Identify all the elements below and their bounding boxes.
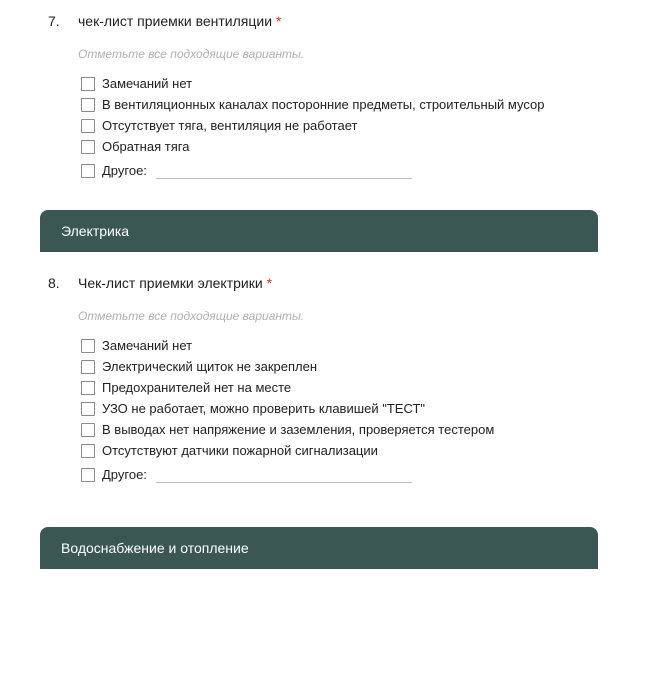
- question-hint: Отметьте все подходящие варианты.: [78, 47, 305, 61]
- checkbox-option[interactable]: [81, 356, 494, 377]
- checkbox[interactable]: [81, 423, 95, 437]
- checkbox-option-other[interactable]: [81, 461, 494, 488]
- required-asterisk: *: [266, 275, 273, 291]
- checkbox[interactable]: [81, 98, 95, 112]
- question-title: [78, 13, 281, 29]
- other-text-input[interactable]: [156, 178, 412, 179]
- checkbox-label: Другое:: [102, 163, 147, 178]
- checkbox-label: Отсутствуют датчики пожарной сигнализации: [102, 443, 378, 458]
- checkbox[interactable]: [81, 381, 95, 395]
- checkbox[interactable]: [81, 164, 95, 178]
- question-title: [78, 275, 272, 291]
- checkbox-label: Замечаний нет: [102, 338, 193, 353]
- checkbox-label: Замечаний нет: [102, 76, 193, 91]
- checkbox-list: [81, 335, 494, 488]
- checkbox[interactable]: [81, 402, 95, 416]
- question-number: 7.: [48, 13, 60, 29]
- checkbox[interactable]: [81, 140, 95, 154]
- checkbox[interactable]: [81, 468, 95, 482]
- other-text-input[interactable]: [156, 482, 412, 483]
- question-number: 8.: [48, 275, 60, 291]
- question-hint: Отметьте все подходящие варианты.: [78, 309, 305, 323]
- checkbox[interactable]: [81, 444, 95, 458]
- checkbox-option[interactable]: [81, 377, 494, 398]
- checkbox-label: Предохранителей нет на месте: [102, 380, 292, 395]
- question-title-text: Чек-лист приемки электрики: [78, 275, 263, 291]
- checkbox-option[interactable]: [81, 398, 494, 419]
- checkbox[interactable]: [81, 360, 95, 374]
- checkbox-label: УЗО не работает, можно проверить клавишей "ТЕСТ": [102, 401, 425, 416]
- checkbox-label: В выводах нет напряжение и заземления, проверяется тестером: [102, 422, 495, 437]
- checkbox-list: [81, 73, 544, 184]
- checkbox-label: Электрический щиток не закреплен: [102, 359, 318, 374]
- checkbox[interactable]: [81, 119, 95, 133]
- required-asterisk: *: [276, 13, 282, 29]
- checkbox-option[interactable]: [81, 115, 544, 136]
- section-header-electric: [40, 210, 598, 252]
- checkbox-label: Другое:: [102, 467, 147, 482]
- checkbox[interactable]: [81, 77, 95, 91]
- checkbox-option[interactable]: [81, 440, 494, 461]
- checkbox-label: Обратная тяга: [102, 139, 190, 154]
- checkbox-option[interactable]: [81, 94, 544, 115]
- question-title-text: чек-лист приемки вентиляции: [78, 13, 273, 29]
- checkbox-label: Отсутствует тяга, вентиляция не работает: [102, 118, 358, 133]
- checkbox-option[interactable]: [81, 419, 494, 440]
- section-header-water: [40, 527, 598, 569]
- checkbox-option[interactable]: [81, 73, 544, 94]
- checkbox-option[interactable]: [81, 335, 494, 356]
- section-title: Электрика: [61, 223, 130, 239]
- checkbox-option[interactable]: [81, 136, 544, 157]
- section-title: Водоснабжение и отопление: [61, 540, 249, 556]
- checkbox-label: В вентиляционных каналах посторонние предметы, строительный мусор: [102, 97, 545, 112]
- checkbox-option-other[interactable]: [81, 157, 544, 184]
- checkbox[interactable]: [81, 339, 95, 353]
